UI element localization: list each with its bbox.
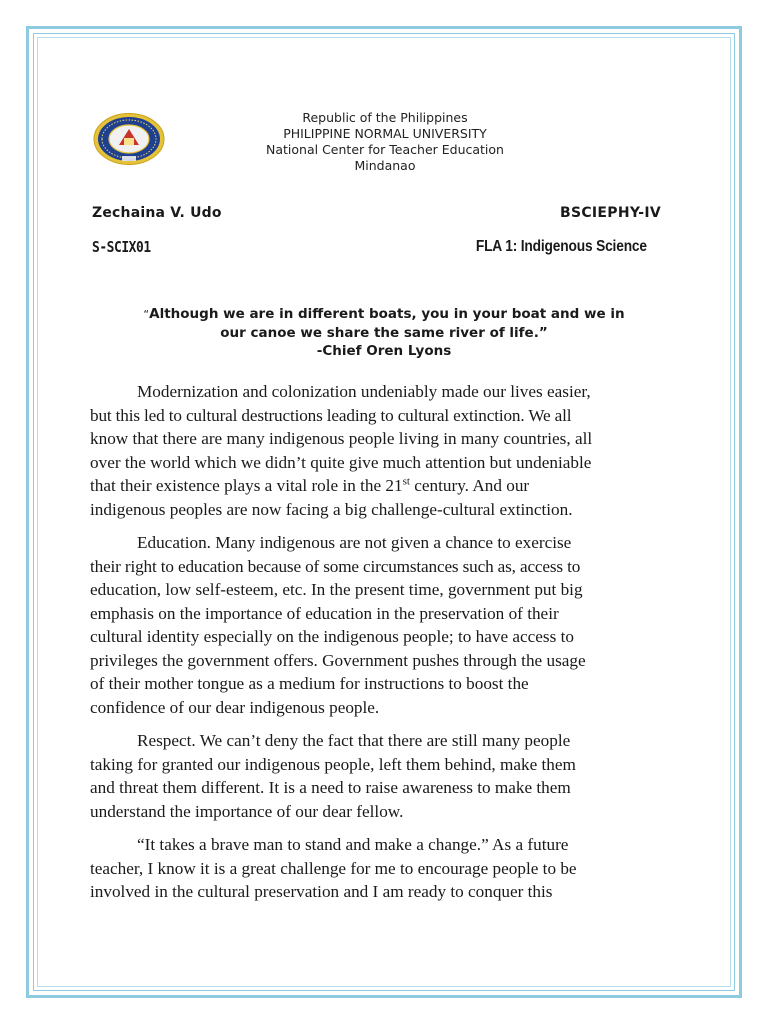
course-code: BSCIEPHY-IV <box>559 205 661 221</box>
quote-line-1: “Although we are in different boats, you in your boat and we in <box>143 306 625 322</box>
letterhead <box>200 110 570 174</box>
paragraph-education: Education. Many indigenous are not given a chance to exercise their right to education because of some circumstances such as, access to education, low self-esteem, etc. In the present time, government put big emphasis on the importance of education in the preservation of their cultural identity especially on the indigenous people; to have access to privileges the government offers. Government pushes through the usage of their mother tongue as a medium for instructions to boost the confidence of our dear indigenous people. <box>90 533 586 717</box>
quote-author: -Chief Oren Lyons <box>316 343 452 359</box>
paragraph-modernization: Modernization and colonization undeniably made our lives easier, but this led to cultural destructions leading to cultural extinction. We all know that there are many indigenous people living in many countries, all over the world which we didn’t quite give much attention but undeniable that their existence plays a vital role in the 21st century. And our indigenous peoples are now facing a big challenge-cultural extinction. <box>90 382 593 519</box>
paragraph-brave-man: “It takes a brave man to stand and make a change.” As a future teacher, I know it is a great challenge for me to encourage people to be involved in the cultural preservation and I am ready to conquer this <box>90 835 577 901</box>
quote-line-2: our canoe we share the same river of life.” <box>220 325 548 341</box>
activity-title: FLA 1: Indigenous Science <box>475 238 647 255</box>
letterhead-country: Republic of the Philippines <box>302 110 468 125</box>
quote-open-mark: “ <box>143 308 150 321</box>
subject-code: S-SCIX01 <box>92 238 151 256</box>
letterhead-university: PHILIPPINE NORMAL UNIVERSITY <box>283 126 487 141</box>
university-seal-icon <box>92 112 166 166</box>
letterhead-campus: Mindanao <box>354 158 416 173</box>
essay-body <box>90 380 682 914</box>
letterhead-center: National Center for Teacher Education <box>266 142 504 157</box>
student-name: Zechaina V. Udo <box>92 205 222 221</box>
paragraph-respect: Respect. We can’t deny the fact that there are still many people taking for granted our indigenous people, left them behind, make them and threat them different. It is a need to raise awareness to make them understand the importance of our dear fellow. <box>90 731 576 821</box>
epigraph-quote <box>92 305 676 360</box>
